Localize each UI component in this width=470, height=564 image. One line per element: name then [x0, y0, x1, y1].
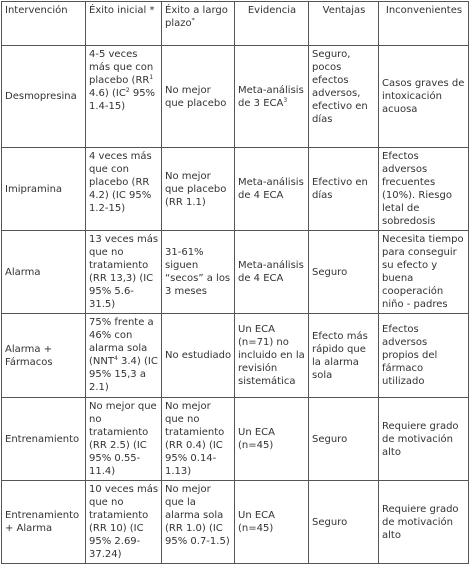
intervention-cell: Alarma: [2, 231, 86, 314]
initial-success-cell: No mejor que no tratamiento (RR 2.5) (IC 95% 0.55-11.4): [86, 398, 162, 481]
header-cell: Éxito inicial *: [86, 2, 162, 46]
comparison-table: [1, 1, 469, 564]
advantages-cell: Seguro: [309, 481, 379, 564]
table-row: [2, 46, 469, 148]
initial-success-cell: 10 veces más que no tratamiento (RR 10) (IC 95% 2.69-37.24): [86, 481, 162, 564]
evidence-cell: Meta-análisis de 4 ECA: [235, 231, 309, 314]
evidence-cell: Meta-análisis de 3 ECA$^3$: [235, 46, 309, 148]
advantages-cell: Seguro: [309, 231, 379, 314]
drawbacks-cell: Requiere grado de motivación alto: [379, 481, 469, 564]
intervention-cell: Desmopresina: [2, 46, 86, 148]
long-term-cell: 31-61% siguen “secos” a los 3 meses: [162, 231, 235, 314]
intervention-cell: Entrenamiento: [2, 398, 86, 481]
header-row: [2, 2, 469, 46]
table-row: [2, 148, 469, 231]
header-cell: Éxito a largo plazo*: [162, 2, 235, 46]
long-term-cell: No mejor que la alarma sola (RR 1.0) (IC 95% 0.7-1.5): [162, 481, 235, 564]
drawbacks-cell: Necesita tiempo para conseguir su efecto y buena cooperación niño - padres: [379, 231, 469, 314]
table-row: [2, 231, 469, 314]
drawbacks-cell: Efectos adversos propios del fármaco utilizado: [379, 314, 469, 398]
long-term-cell: No mejor que placebo: [162, 46, 235, 148]
drawbacks-cell: Casos graves de intoxicación acuosa: [379, 46, 469, 148]
long-term-cell: No estudiado: [162, 314, 235, 398]
advantages-cell: Seguro: [309, 398, 379, 481]
intervention-cell: Alarma + Fármacos: [2, 314, 86, 398]
drawbacks-cell: Efectos adversos frecuentes (10%). Riesgo letal de sobredosis: [379, 148, 469, 231]
table-row: [2, 481, 469, 564]
header-cell: Ventajas: [309, 2, 379, 46]
drawbacks-cell: Requiere grado de motivación alto: [379, 398, 469, 481]
initial-success-cell: 4 veces más que con placebo (RR 4.2) (IC 95% 1.2-15): [86, 148, 162, 231]
intervention-cell: Entrenamiento + Alarma: [2, 481, 86, 564]
table-row: [2, 314, 469, 398]
header-cell: Inconvenientes: [379, 2, 469, 46]
advantages-cell: Efecto más rápido que la alarma sola: [309, 314, 379, 398]
advantages-cell: Efectivo en días: [309, 148, 379, 231]
evidence-cell: Meta-análisis de 4 ECA: [235, 148, 309, 231]
intervention-cell: Imipramina: [2, 148, 86, 231]
initial-success-cell: 13 veces más que no tratamiento (RR 13,3) (IC 95% 5.6-31.5): [86, 231, 162, 314]
header-cell: Intervención: [2, 2, 86, 46]
long-term-cell: No mejor que placebo (RR 1.1): [162, 148, 235, 231]
table-row: [2, 398, 469, 481]
evidence-cell: Un ECA (n=71) no incluido en la revisión sistemática: [235, 314, 309, 398]
initial-success-cell: 75% frente a 46% con alarma sola (NNT$^4$ 3.4) (IC 95% 15,3 a 2.1): [86, 314, 162, 398]
header-cell: Evidencia: [235, 2, 309, 46]
evidence-cell: Un ECA (n=45): [235, 398, 309, 481]
advantages-cell: Seguro, pocos efectos adversos, efectivo en días: [309, 46, 379, 148]
initial-success-cell: 4-5 veces más que con placebo ($RR^1$ 4.6) ($IC^2$ 95% 1.4-15): [86, 46, 162, 148]
evidence-cell: Un ECA (n=45): [235, 481, 309, 564]
long-term-cell: No mejor que no tratamiento (RR 0.4) (IC 95% 0.14-1.13): [162, 398, 235, 481]
